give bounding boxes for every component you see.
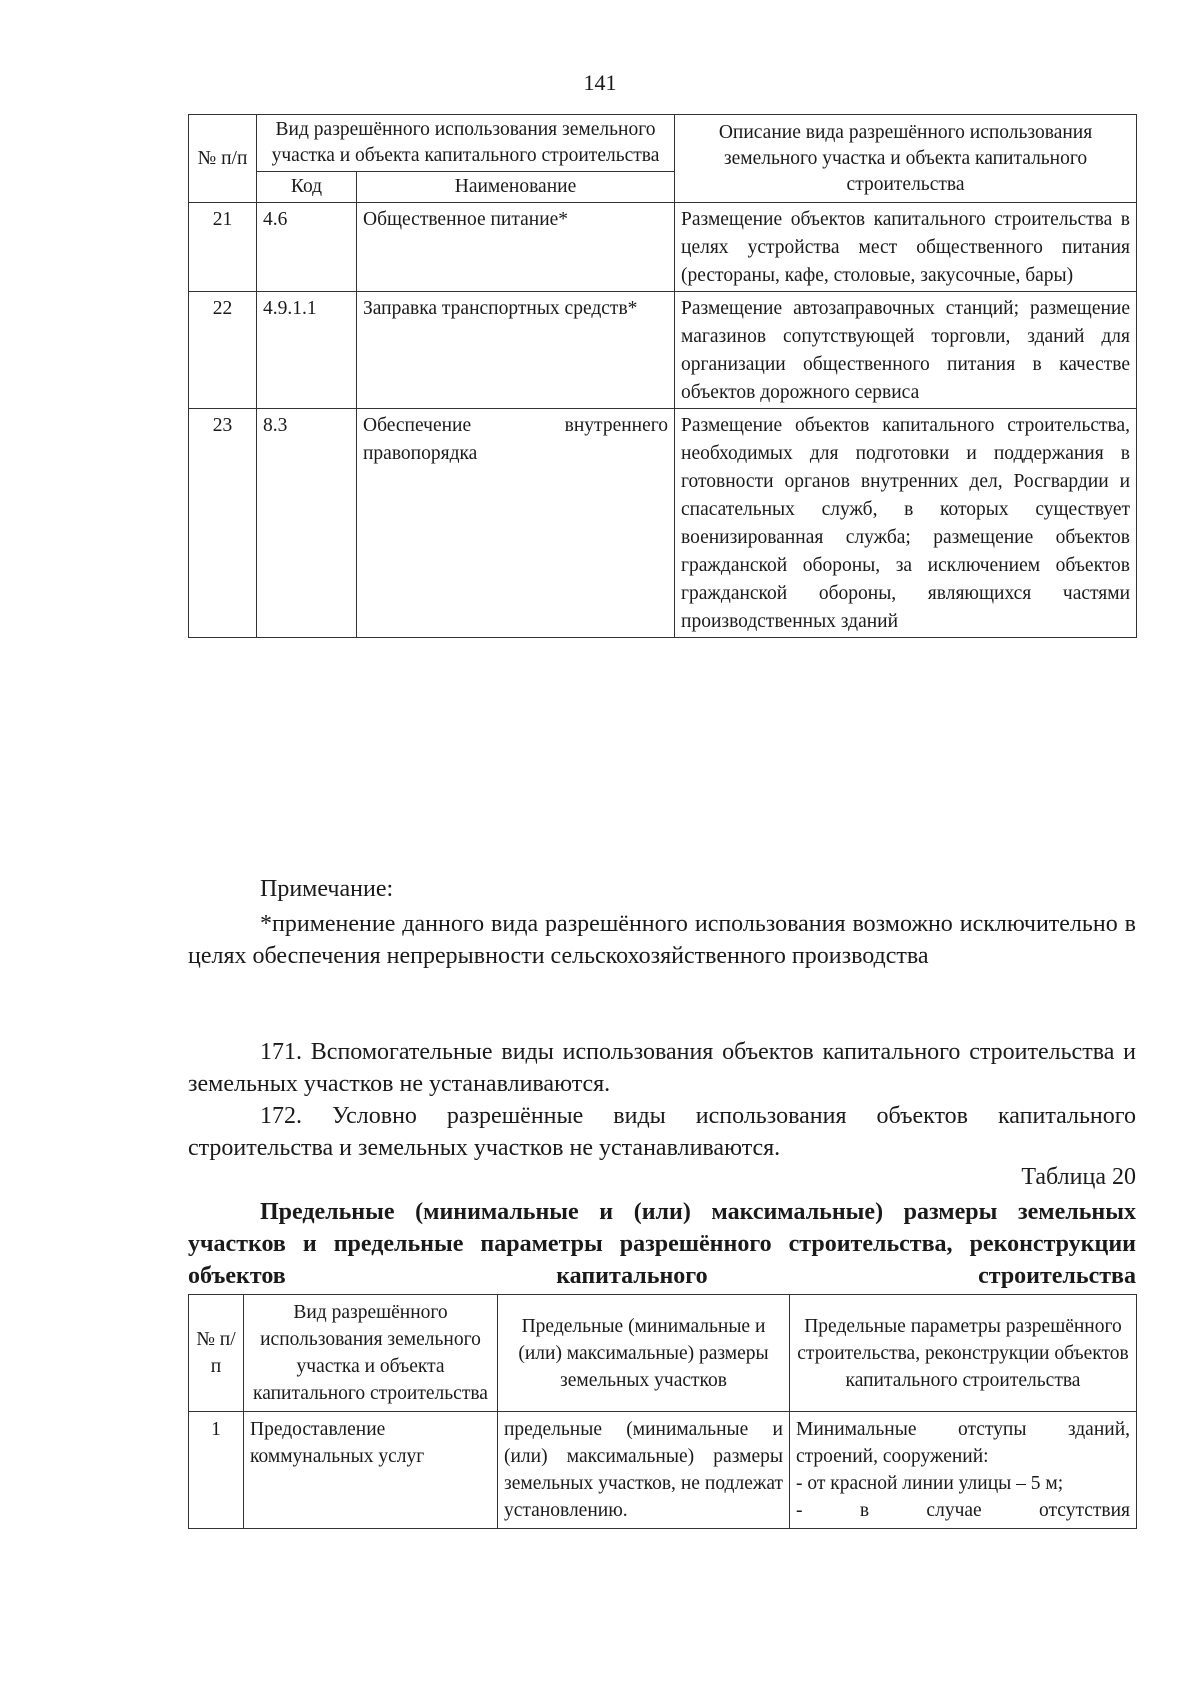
params-intro: Минимальные отступы зданий, строений, сооружений: [796,1419,1130,1467]
table-title: Предельные (минимальные и (или) максимальные) размеры земельных участков и предельные параметры разрешённого строительства, реконструкции объектов капитального строительства [188,1199,1136,1289]
header-params: Предельные параметры разрешённого строительства, реконструкции объектов капитального строительства [790,1295,1137,1412]
header-description: Описание вида разрешённого использования земельного участка и объекта капитального строительства [675,115,1137,203]
row-description: Размещение объектов капитального строительства в целях устройства мест общественного питания (рестораны, кафе, столовые, закусочные, бары) [675,203,1137,292]
header-use-group: Вид разрешённого использования земельного участка и объекта капитального строительства [257,115,675,172]
params-item: - в случае отсутствия [796,1500,1130,1521]
permitted-use-table [188,114,1137,638]
row-num: 21 [189,203,257,292]
row-name: Общественное питание* [357,203,675,292]
header-name: Наименование [357,172,675,203]
row-name: Обеспечение внутреннего правопорядка [357,409,675,638]
row-num: 22 [189,292,257,409]
row-name: Заправка транспортных средств* [357,292,675,409]
header-sizes: Предельные (минимальные и (или) максимальные) размеры земельных участков [498,1295,790,1412]
row-sizes: предельные (минимальные и (или) максимальные) размеры земельных участков, не подлежат установлению. [498,1412,790,1529]
table-row [189,1412,1137,1529]
header-use-type: Вид разрешённого использования земельного участка и объекта капитального строительства [244,1295,498,1412]
header-num: № п/п [189,115,257,203]
row-code: 8.3 [257,409,357,638]
paragraph-172: 172. Условно разрешённые виды использования объектов капитального строительства и земельных участков не устанавливаются. [188,1103,1136,1161]
note-label: Примечание: [260,876,394,902]
paragraph-171: 171. Вспомогательные виды использования объектов капитального строительства и земельных участков не устанавливаются. [188,1039,1136,1097]
row-description: Размещение автозаправочных станций; размещение магазинов сопутствующей торговли, зданий для организации общественного питания в качестве объектов дорожного сервиса [675,292,1137,409]
row-params [790,1412,1137,1529]
row-description: Размещение объектов капитального строительства, необходимых для подготовки и поддержания в готовности органов внутренних дел, Росгвардии и спасательных служб, в которых существует военизированная служба; размещение объектов гражданской обороны, за исключением объектов гражданской обороны, являющихся частями производственных зданий [675,409,1137,638]
table-label: Таблица 20 [1021,1164,1136,1190]
table-row [189,292,1137,409]
header-code: Код [257,172,357,203]
header-num: № п/п [189,1295,244,1412]
row-code: 4.9.1.1 [257,292,357,409]
row-num: 1 [189,1412,244,1529]
row-use-type: Предоставление коммунальных услуг [244,1412,498,1529]
row-num: 23 [189,409,257,638]
row-code: 4.6 [257,203,357,292]
note-text: *применение данного вида разрешённого использования возможно исключительно в целях обеспечения непрерывности сельскохозяйственного производства [188,911,1136,969]
table-row [189,203,1137,292]
page-number: 141 [583,70,617,95]
params-item: - от красной линии улицы – 5 м; [796,1473,1064,1494]
table-row [189,409,1137,638]
limits-table [188,1294,1137,1529]
